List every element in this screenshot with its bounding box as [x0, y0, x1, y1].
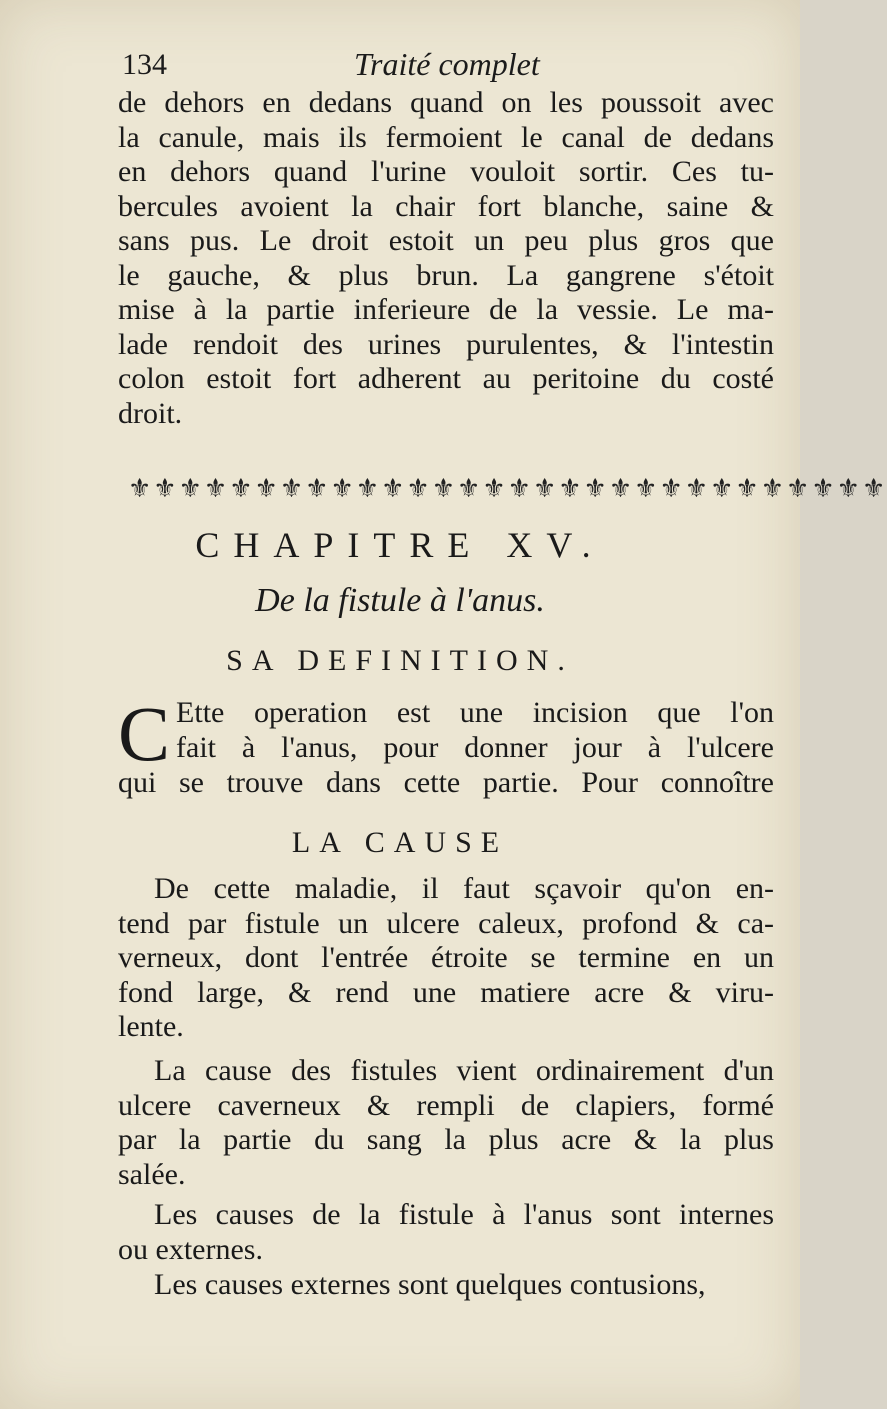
text-line: sans pus. Le droit estoit un peu plus gros que [118, 224, 774, 257]
text-line: le gauche, & plus brun. La gangrene s'étoit [118, 258, 774, 292]
cause-paragraph-2 [118, 1054, 774, 1192]
text-line: lade rendoit des urines purulentes, & l'intestin [118, 327, 774, 361]
text-line: ou externes. [118, 1232, 263, 1266]
text-line: la canule, mais ils fermoient le canal de dedans [118, 120, 774, 154]
cause-paragraph-3 [118, 1198, 774, 1267]
fleuron-ornament-band: ⚜⚜⚜⚜⚜⚜⚜⚜⚜⚜⚜⚜⚜⚜⚜⚜⚜⚜⚜⚜⚜⚜⚜⚜⚜⚜⚜⚜⚜⚜ [128, 474, 887, 504]
running-title: Traité complet [354, 46, 540, 82]
text-line: droit. [118, 396, 183, 430]
text-line: ulcere caverneux & rempli de clapiers, formé [118, 1088, 774, 1122]
text-line: qui se trouve dans cette partie. Pour connoître [118, 766, 774, 799]
text-line: colon estoit fort adherent au peritoine du costé [118, 362, 774, 395]
text-line: de dehors en dedans quand on les poussoit avec [118, 86, 774, 119]
text-line: par la partie du sang la plus acre & la plus [118, 1123, 774, 1156]
text-line: La cause des fistules vient ordinairement d'un [154, 1054, 774, 1087]
text-line: verneux, dont l'entrée étroite se termine en un [118, 941, 774, 974]
text-line: tend par fistule un ulcere caleux, profond & ca- [118, 906, 774, 940]
text-line: Les causes externes sont quelques contusions, [154, 1268, 706, 1301]
text-line: Les causes de la fistule à l'anus sont internes [154, 1198, 774, 1231]
text-line: lente. [118, 1010, 184, 1043]
text-line: Ette operation est une incision que l'on [176, 696, 774, 729]
section-heading-cause: LA CAUSE [291, 826, 509, 859]
text-line: fond large, & rend une matiere acre & viru- [118, 975, 774, 1009]
text-line: salée. [118, 1157, 186, 1191]
chapter-subtitle: De la fistule à l'anus. [255, 582, 545, 619]
text-line: De cette maladie, il faut sçavoir qu'on en- [154, 872, 774, 905]
chapter-title: CHAPITRE XV. [195, 525, 605, 565]
page-number: 134 [122, 48, 167, 81]
text-line: fait à l'anus, pour donner jour à l'ulcere [176, 730, 774, 764]
text-line: mise à la partie inferieure de la vessie. Le ma- [118, 293, 774, 326]
cause-paragraph-4 [118, 1268, 774, 1303]
drop-cap: C [118, 690, 171, 777]
definition-paragraph [118, 690, 774, 801]
text-line: bercules avoient la chair fort blanche, saine & [118, 189, 774, 223]
section-heading-definition: SA DEFINITION. [226, 644, 574, 677]
paragraph-continued [118, 86, 774, 431]
cause-paragraph-1 [118, 872, 774, 1045]
text-line: en dehors quand l'urine vouloit sortir. Ces tu- [118, 155, 774, 188]
